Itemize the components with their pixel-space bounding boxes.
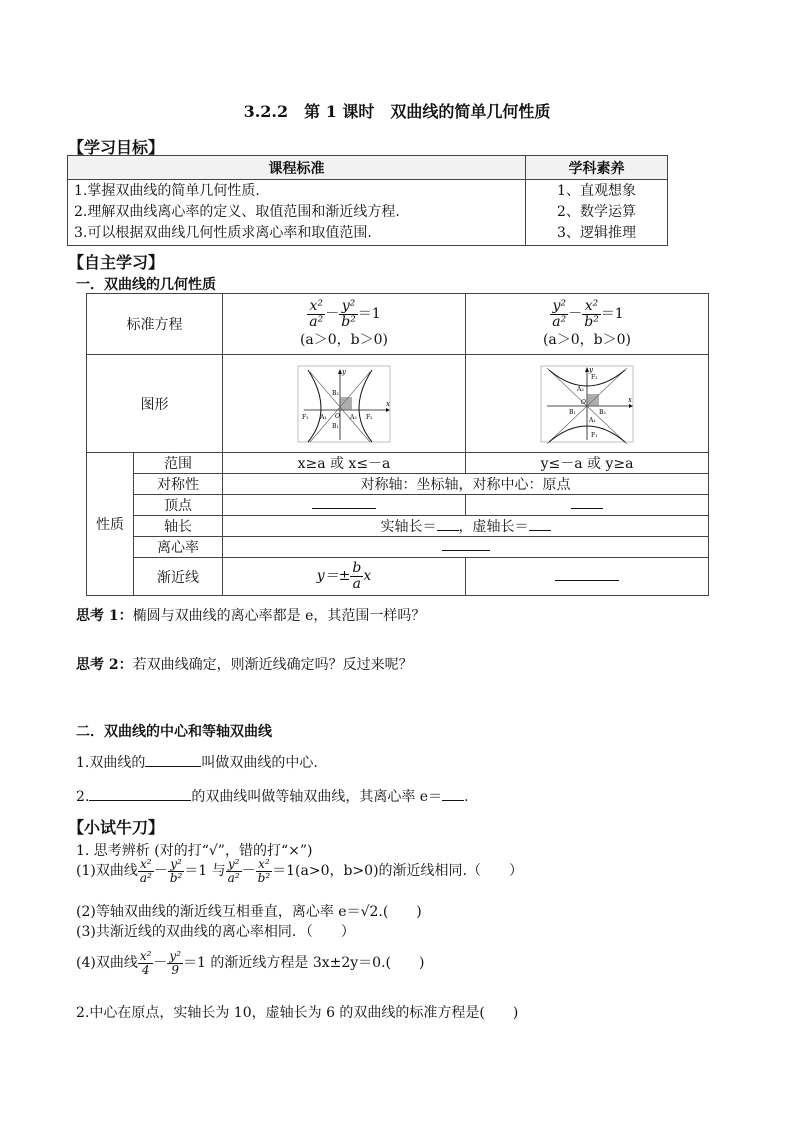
svg-text:B₁: B₁ [332, 422, 339, 430]
axis-x-label: x [386, 399, 390, 408]
symmetry-value: 对称轴：坐标轴，对称中心：原点 [223, 474, 709, 495]
graph-cell-2 [466, 355, 709, 453]
hyperbola-horizontal-graph [294, 364, 394, 444]
col-standard-header: 课程标准 [68, 156, 526, 180]
question-1-4: (4)双曲线 $\frac{\text{x²}}{4}$ － $\frac{\text{y²}}{9}$ ＝1 的渐近线方程是 3x±2y＝0.( ) [76, 949, 425, 977]
ecc-blank [223, 537, 709, 558]
think-2: 思考 2：若双曲线确定，则渐近线确定吗？反过来呢？ [76, 657, 413, 673]
standard-item: 1.掌握双曲线的简单几何性质. [74, 183, 260, 199]
question-2: 2.中心在原点，实轴长为 10，虚轴长为 6 的双曲线的标准方程是( ) [76, 1005, 519, 1021]
self-study-heading: 【自主学习】 [68, 253, 165, 272]
frac-y2-a2: $\frac{\text{y²}}{\text{a²}}$ [552, 297, 567, 330]
axis-length-value: 实轴长＝ ，虚轴长＝ [223, 516, 709, 537]
literacy-item: 1、直观想象 [557, 183, 636, 199]
svg-text:x: x [628, 395, 632, 404]
objectives-table [67, 155, 668, 246]
prop-range-label: 范围 [134, 453, 223, 474]
svg-text:B₁: B₁ [569, 408, 576, 416]
svg-text:F₁: F₁ [302, 413, 309, 421]
literacy-item: 2、数学运算 [557, 204, 636, 220]
row-equation-label: 标准方程 [87, 294, 223, 355]
center-definition: 1.双曲线的 叫做双曲线的中心. [76, 755, 318, 771]
svg-text:O: O [335, 412, 340, 420]
literacy-item: 3、逻辑推理 [557, 225, 636, 241]
equilateral-definition: 2. 的双曲线叫做等轴双曲线，其离心率 e＝ . [76, 789, 469, 805]
svg-text:F₂: F₂ [366, 413, 373, 421]
axis-y-label: y [342, 367, 346, 376]
svg-text:A₁: A₁ [589, 416, 596, 424]
vertex-blank-1 [223, 495, 466, 516]
svg-text:A₁: A₁ [320, 413, 327, 421]
equation-2: $\frac{\text{y²}}{\text{a²}}$ － $\frac{\text{x²}}{\text{b²}}$ ＝1 (a＞0，b＞0) [466, 294, 709, 355]
practice-heading: 【小试牛刀】 [68, 818, 165, 837]
prop-axis-label: 轴长 [134, 516, 223, 537]
svg-text:F₁: F₁ [591, 431, 598, 439]
question-1-3: (3)共渐近线的双曲线的离心率相同．（ ） [76, 924, 355, 940]
equation-1-condition: (a＞0，b＞0) [299, 332, 389, 349]
svg-text:O: O [581, 398, 586, 406]
range-2: y≤－a 或 y≥a [466, 453, 709, 474]
standards-cell [68, 180, 526, 246]
standard-item: 2.理解双曲线离心率的定义、取值范围和渐近线方程. [74, 204, 400, 220]
objectives-heading: 【学习目标】 [68, 138, 165, 157]
svg-text:y: y [589, 365, 593, 374]
frac-y2-b2: $\frac{\text{y²}}{\text{b²}}$ [341, 297, 356, 330]
svg-text:A₂: A₂ [350, 413, 357, 421]
prop-vertex-label: 顶点 [134, 495, 223, 516]
svg-text:F₂: F₂ [591, 373, 598, 381]
part1-heading: 一．双曲线的几何性质 [76, 277, 216, 293]
properties-table [86, 293, 709, 596]
svg-text:B₂: B₂ [599, 408, 606, 416]
question-1: 1. 思考辨析 (对的打“√”，错的打“×”) [76, 843, 313, 859]
asymptote-1: y＝± $\frac{b}{a}$ x [223, 558, 466, 596]
prop-ecc-label: 离心率 [134, 537, 223, 558]
graph-cell-1 [223, 355, 466, 453]
svg-text:B₂: B₂ [332, 389, 339, 397]
svg-text:A₂: A₂ [577, 385, 584, 393]
literacy-cell [526, 180, 668, 246]
think-1: 思考 1：椭圆与双曲线的离心率都是 e，其范围一样吗？ [76, 608, 426, 624]
row-properties-label: 性质 [87, 453, 134, 596]
equation-1: $\frac{\text{x²}}{\text{a²}}$ － $\frac{\text{y²}}{\text{b²}}$ ＝1 (a＞0，b＞0) [223, 294, 466, 355]
hyperbola-vertical-graph [537, 364, 637, 444]
prop-asym-label: 渐近线 [134, 558, 223, 596]
col-literacy-header: 学科素养 [526, 156, 668, 180]
range-1: x≥a 或 x≤－a [223, 453, 466, 474]
question-1-1: (1)双曲线 $\frac{\text{x²}}{\text{a²}}$ － $\frac{\text{y²}}{\text{b²}}$ ＝1 与 $\frac{\text{y²}}{\text{a²}}$ － $\frac{\text{x²}}{\text{b²}}$ ＝1(a>0，b>0)的渐近线相同.（ ） [76, 857, 524, 885]
page-title: 3.2.2 第 1 课时 双曲线的简单几何性质 [243, 102, 551, 121]
standard-item: 3.可以根据双曲线几何性质求离心率和取值范围. [74, 225, 372, 241]
row-graph-label: 图形 [87, 355, 223, 453]
question-1-2: (2)等轴双曲线的渐近线互相垂直，离心率 e＝√2.( ) [76, 904, 422, 920]
prop-symmetry-label: 对称性 [134, 474, 223, 495]
equation-2-condition: (a＞0，b＞0) [542, 332, 632, 349]
asymptote-2-blank [466, 558, 709, 596]
vertex-blank-2 [466, 495, 709, 516]
frac-x2-a2: $\frac{\text{x²}}{\text{a²}}$ [309, 297, 324, 330]
frac-x2-b2: $\frac{\text{x²}}{\text{b²}}$ [584, 297, 599, 330]
part2-heading: 二．双曲线的中心和等轴双曲线 [76, 724, 272, 740]
